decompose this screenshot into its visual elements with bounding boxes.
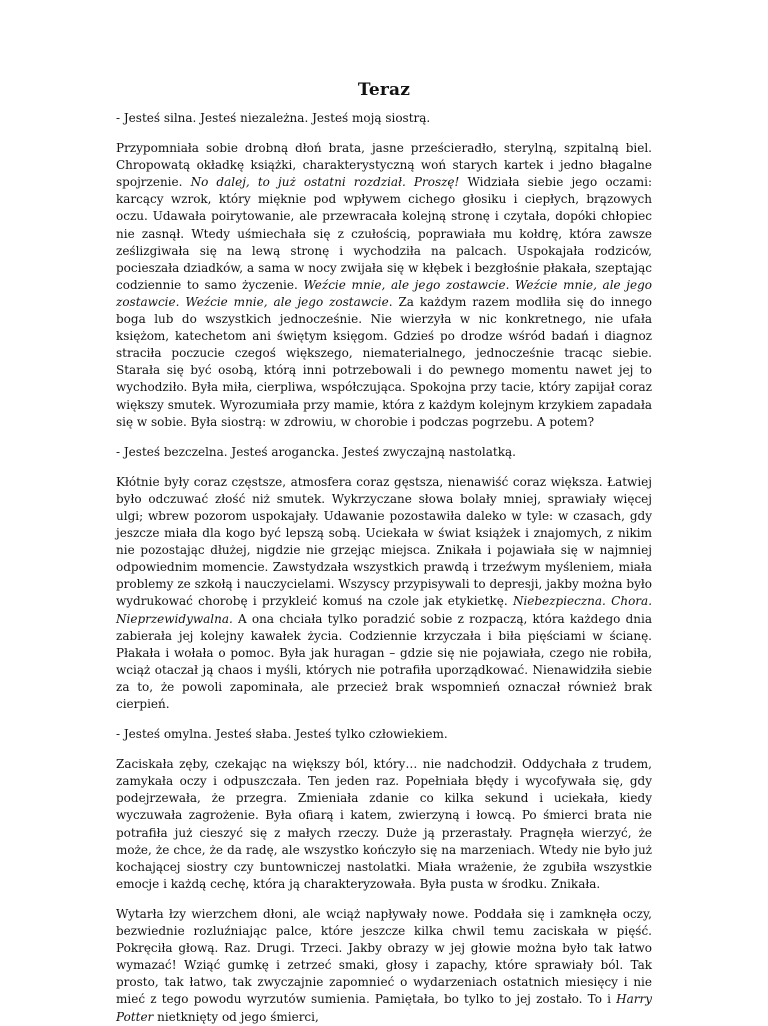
dialogue-line [116, 726, 652, 743]
document-title: Teraz [357, 80, 411, 100]
paragraph [116, 906, 652, 1026]
text-run: A ona chciała tylko poradzić sobie z rozpaczą, która każdego dnia zabierała jej kolejny kawałek życia. Codziennie krzyczała i biła pięściami w ścianę. Płakała i wołała o pomoc. Była jak huragan – gdzie się nie pojawiała, czego nie robiła, wciąż otaczał ją chaos i myśli, których nie potrafiła uporządkować. Nienawidziła siebie za to, że powoli zapominała, ale przecież brak wspomnień oznaczał również brak cierpień. [116, 611, 652, 711]
text-run: Zaciskała zęby, czekając na większy ból, który… nie nadchodził. Oddychała z trudem, zamykała oczy i odpuszczała. Ten jeden raz. Popełniała błędy i wycofywała się, gdy podejrzewała, że przegra. Zmieniała zdanie co kilka sekund i uciekała, kiedy wyczuwała zagrożenie. Była ofiarą i katem, zwierzyną i łowcą. Po śmierci brata nie potrafiła już cieszyć się z małych rzeczy. Duże ją przerastały. Pragnęła wierzyć, że może, że chce, że da radę, ale wszystko kończyło się na marzeniach. Wtedy nie było już kochającej siostry czy buntowniczej nastolatki. Miała wrażenie, że zgubiła wszystkie emocje i każdą cechę, która ją charakteryzowała. Była pusta w środku. Znikała. [116, 757, 652, 891]
italic-text: Niebezpieczna. Chora. Nieprzewidywalna. [116, 594, 653, 626]
text-run: - Jesteś silna. Jesteś niezależna. Jesteś moją siostrą. [116, 111, 431, 125]
dialogue-line [116, 444, 652, 461]
text-run: Wytarła łzy wierzchem dłoni, ale wciąż napływały nowe. Poddała się i zamknęła oczy, bezwiednie rozluźniając palce, które jeszcze kilka chwil temu zaciskała w pięść. Pokręciła głową. Raz. Drugi. Trzeci. Jakby obrazy w jej głowie można było tak łatwo wymazać! Wziąć gumkę i zetrzeć smaki, głosy i zapachy, które sprawiały ból. Tak prosto, tak łatwo, tak zwyczajnie zapomnieć o wydarzeniach ostatnich miesięcy i nie mieć z tego powodu wyrzutów sumienia. Pamiętała, bo tylko to jej zostało. To i [116, 906, 652, 1007]
paragraph [116, 474, 652, 713]
italic-text: No dalej, to już ostatni rozdział. Proszę! [190, 175, 460, 190]
paragraph [116, 140, 652, 431]
italic-text: Harry Potter [116, 992, 652, 1024]
text-run: Widziała siebie jego oczami: karcący wzrok, który mięknie pod wpływem cichego głosiku i ciepłych, brązowych oczu. Udawała poirytowanie, ale przewracała kolejną stronę i czytała, dopóki chłopiec nie zasnął. Wtedy uśmiechała się z czułością, poprawiała mu kołdrę, która zawsze ześlizgiwała się na lewą stronę i wychodziła na palcach. Uspokajała rodziców, pocieszała dziadków, a sama w nocy zwijała się w kłębek i bezgłośnie płakała, szeptając codziennie to samo życzenie. [116, 175, 652, 292]
italic-text: Weźcie mnie, ale jego zostawcie. Weźcie mnie, ale jego zostawcie. Weźcie mnie, ale jego zostawcie [116, 277, 652, 309]
text-run: . Za każdym razem modliła się do innego boga lub do wszystkich jednocześnie. Nie wierzyła w nic konkretnego, nie ufała księżom, katechetom ani świętym księgom. Gdzieś po drodze wśród badań i diagnoz straciła poczucie czegoś większego, niematerialnego, jednocześnie tracąc siebie. Starała się być osobą, którą inni potrzebowali i do pewnego momentu nawet jej to wychodziło. Była miła, cierpliwa, współczująca. Spokojna przy tacie, który zapijał coraz większy smutek. Wyrozumiała przy mamie, która z każdym kolejnym krzykiem zapadała się w sobie. Była siostrą: w zdrowiu, w chorobie i podczas pogrzebu. A potem? [116, 294, 652, 429]
dialogue-line [116, 110, 652, 127]
text-run: Kłótnie były coraz częstsze, atmosfera coraz gęstsza, nienawiść coraz większa. Łatwiej było odczuwać złość niż smutek. Wykrzyczane słowa bolały mniej, sprawiały więcej ulgi; wbrew pozorom uspokajały. Udawanie pozostawiła daleko w tyle: w czasach, gdy jeszcze miała dla kogo być lepszą sobą. Uciekała w świat książek i znajomych, z nikim nie pozostając dłużej, nigdzie nie grzejąc miejsca. Znikała i pojawiała się w najmniej odpowiednim momencie. Zawstydzała wszystkich prawdą i trzeźwym myśleniem, miała problemy ze szkołą i nauczycielami. Wszyscy przypisywali to depresji, jakby można było wydrukować chorobę i przykleić komuś na czole jak etykietkę. [116, 474, 652, 609]
text-run: Przypomniała sobie drobną dłoń brata, jasne prześcieradło, sterylną, szpitalną biel. Chropowatą okładkę książki, charakterystyczną woń starych kartek i jedno błagalne spojrzenie. [116, 141, 652, 190]
text-run: - Jesteś bezczelna. Jesteś arogancka. Jesteś zwyczajną nastolatką. [116, 444, 516, 459]
text-run: - Jesteś omylna. Jesteś słaba. Jesteś tylko człowiekiem. [116, 727, 448, 742]
paragraph [116, 756, 652, 893]
document-body [116, 110, 652, 1026]
text-run: nietknięty od jego śmierci, [153, 1009, 319, 1024]
